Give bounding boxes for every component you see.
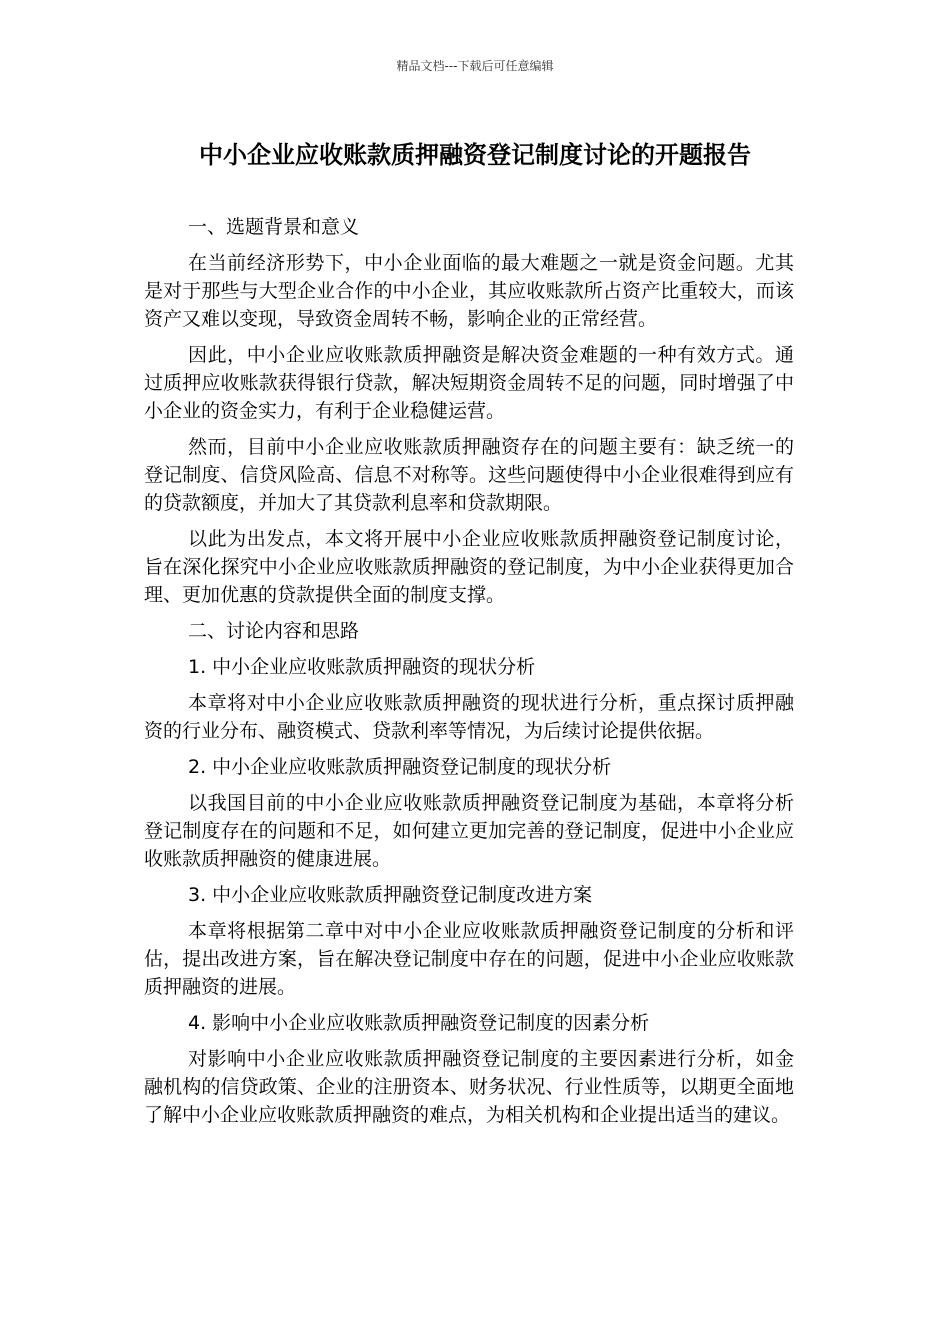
document-body bbox=[144, 213, 794, 1137]
subsection-heading-2: 2. 中小企业应收账款质押融资登记制度的现状分析 bbox=[188, 756, 612, 778]
body-paragraph: 本章将根据第二章中对中小企业应收账款质押融资登记制度的分析和评估，提出改进方案，旨在解决登记制度中存在的问题，促进中小企业应收账款质押融资的进展。 bbox=[144, 920, 794, 998]
section-heading-background: 一、选题背景和意义 bbox=[188, 216, 360, 238]
subsection-heading-3: 3. 中小企业应收账款质押融资登记制度改进方案 bbox=[188, 884, 593, 906]
body-paragraph: 以此为出发点，本文将开展中小企业应收账款质押融资登记制度讨论，旨在深化探究中小企业应收账款质押融资的登记制度，为中小企业获得更加合理、更加优惠的贷款提供全面的制度支撑。 bbox=[144, 528, 794, 606]
subsection-heading-1: 1. 中小企业应收账款质押融资的现状分析 bbox=[188, 656, 536, 678]
document-title: 中小企业应收账款质押融资登记制度讨论的开题报告 bbox=[199, 141, 751, 169]
subsection-heading-4: 4. 影响中小企业应收账款质押融资登记制度的因素分析 bbox=[188, 1012, 650, 1034]
body-paragraph: 本章将对中小企业应收账款质押融资的现状进行分析，重点探讨质押融资的行业分布、融资模式、贷款利率等情况，为后续讨论提供依据。 bbox=[144, 692, 794, 742]
body-paragraph: 以我国目前的中小企业应收账款质押融资登记制度为基础，本章将分析登记制度存在的问题和不足，如何建立更加完善的登记制度，促进中小企业应收账款质押融资的健康进展。 bbox=[144, 792, 794, 870]
body-paragraph: 对影响中小企业应收账款质押融资登记制度的主要因素进行分析，如金融机构的信贷政策、企业的注册资本、财务状况、行业性质等，以期更全面地了解中小企业应收账款质押融资的难点，为相关机构和企业提出适当的建议。 bbox=[144, 1048, 794, 1126]
section-heading-content: 二、讨论内容和思路 bbox=[188, 620, 360, 642]
page-header: 精品文档---下载后可任意编辑 bbox=[396, 59, 554, 73]
body-paragraph: 因此，中小企业应收账款质押融资是解决资金难题的一种有效方式。通过质押应收账款获得银行贷款，解决短期资金周转不足的问题，同时增强了中小企业的资金实力，有利于企业稳健运营。 bbox=[144, 344, 794, 422]
body-paragraph: 然而，目前中小企业应收账款质押融资存在的问题主要有：缺乏统一的登记制度、信贷风险高、信息不对称等。这些问题使得中小企业很难得到应有的贷款额度，并加大了其贷款利息率和贷款期限。 bbox=[144, 436, 794, 514]
body-paragraph: 在当前经济形势下，中小企业面临的最大难题之一就是资金问题。尤其是对于那些与大型企业合作的中小企业，其应收账款所占资产比重较大，而该资产又难以变现，导致资金周转不畅，影响企业的正常经营。 bbox=[144, 252, 794, 330]
